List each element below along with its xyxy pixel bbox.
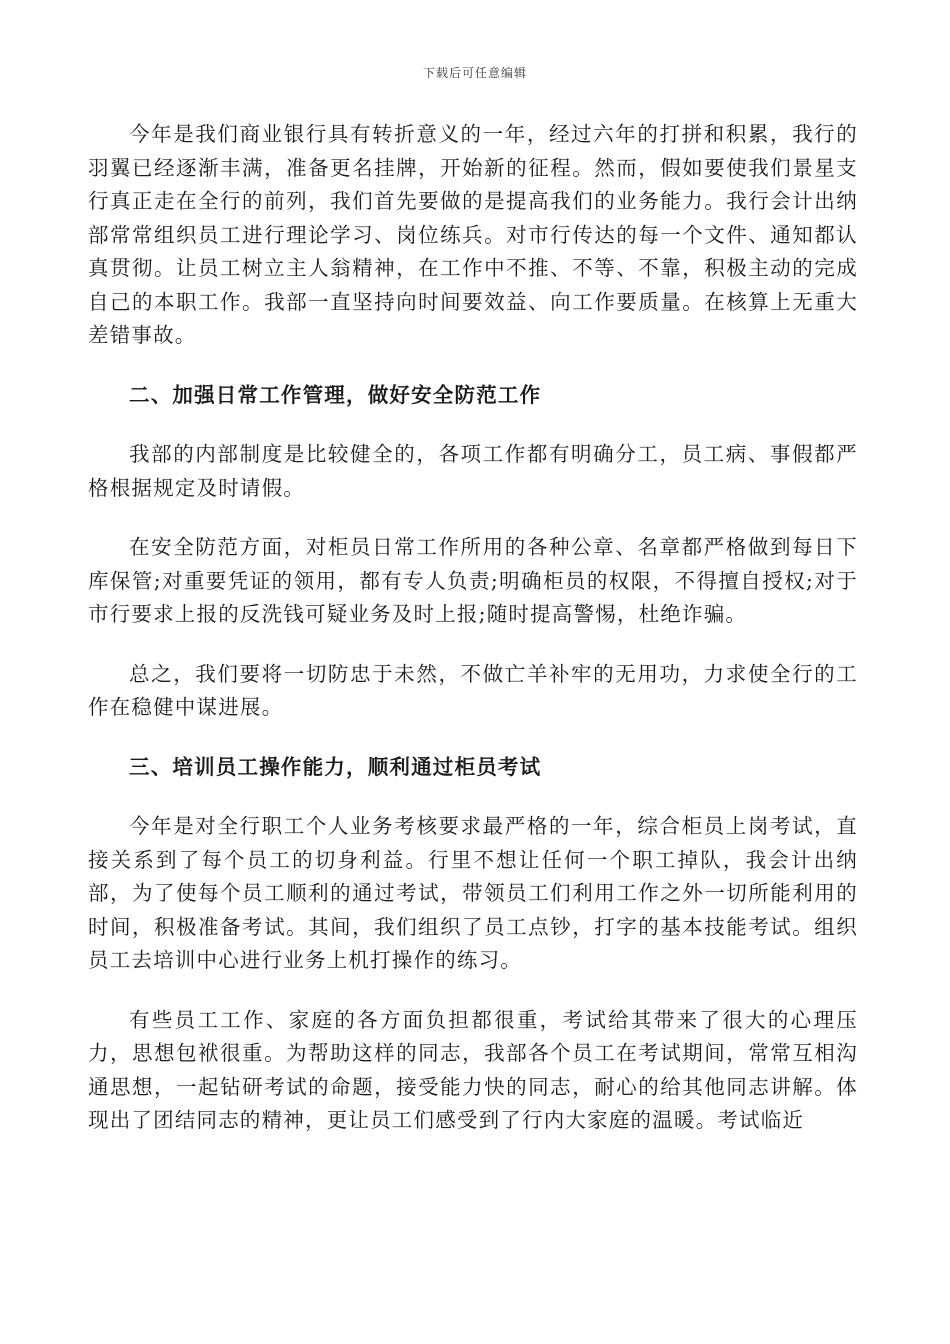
paragraph-6: 有些员工工作、家庭的各方面负担都很重，考试给其带来了很大的心理压力，思想包袱很重。为帮助这样的同志，我部各个员工在考试期间，常常互相沟通思想，一起钻研考试的命题，接受能力快的同志，耐心的给其他同志讲解。体现出了团结同志的精神，更让员工们感受到了行内大家庭的温暖。考试临近 (88, 1007, 858, 1132)
paragraph-2: 我部的内部制度是比较健全的，各项工作都有明确分工，员工病、事假都严格根据规定及时请假。 (88, 442, 858, 500)
section-heading-3: 三、培训员工操作能力，顺利通过柜员考试 (129, 754, 542, 779)
paragraph-3: 在安全防范方面，对柜员日常工作所用的各种公章、名章都严格做到每日下库保管;对重要凭证的领用，都有专人负责;明确柜员的权限，不得擅自授权;对于市行要求上报的反洗钱可疑业务及时上报;随时提高警惕，杜绝诈骗。 (88, 535, 858, 626)
paragraph-4: 总之，我们要将一切防忠于未然，不做亡羊补牢的无用功，力求使全行的工作在稳健中谋进展。 (88, 661, 858, 719)
header-note: 下载后可任意编辑 (422, 66, 527, 80)
paragraph-5: 今年是对全行职工个人业务考核要求最严格的一年，综合柜员上岗考试，直接关系到了每个员工的切身利益。行里不想让任何一个职工掉队，我会计出纳部，为了使每个员工顺利的通过考试，带领员工们利用工作之外一切所能利用的时间，积极准备考试。其间，我们组织了员工点钞，打字的基本技能考试。组织员工去培训中心进行业务上机打操作的练习。 (88, 814, 858, 972)
paragraph-1: 今年是我们商业银行具有转折意义的一年，经过六年的打拼和积累，我行的羽翼已经逐渐丰满，准备更名挂牌，开始新的征程。然而，假如要使我们景星支行真正走在全行的前列，我们首先要做的是提高我们的业务能力。我行会计出纳部常常组织员工进行理论学习、岗位练兵。对市行传达的每一个文件、通知都认真贯彻。让员工树立主人翁精神，在工作中不推、不等、不靠，积极主动的完成自己的本职工作。我部一直坚持向时间要效益、向工作要质量。在核算上无重大差错事故。 (88, 122, 858, 347)
document-body (88, 118, 858, 1138)
section-heading-2: 二、加强日常工作管理，做好安全防范工作 (129, 382, 542, 407)
